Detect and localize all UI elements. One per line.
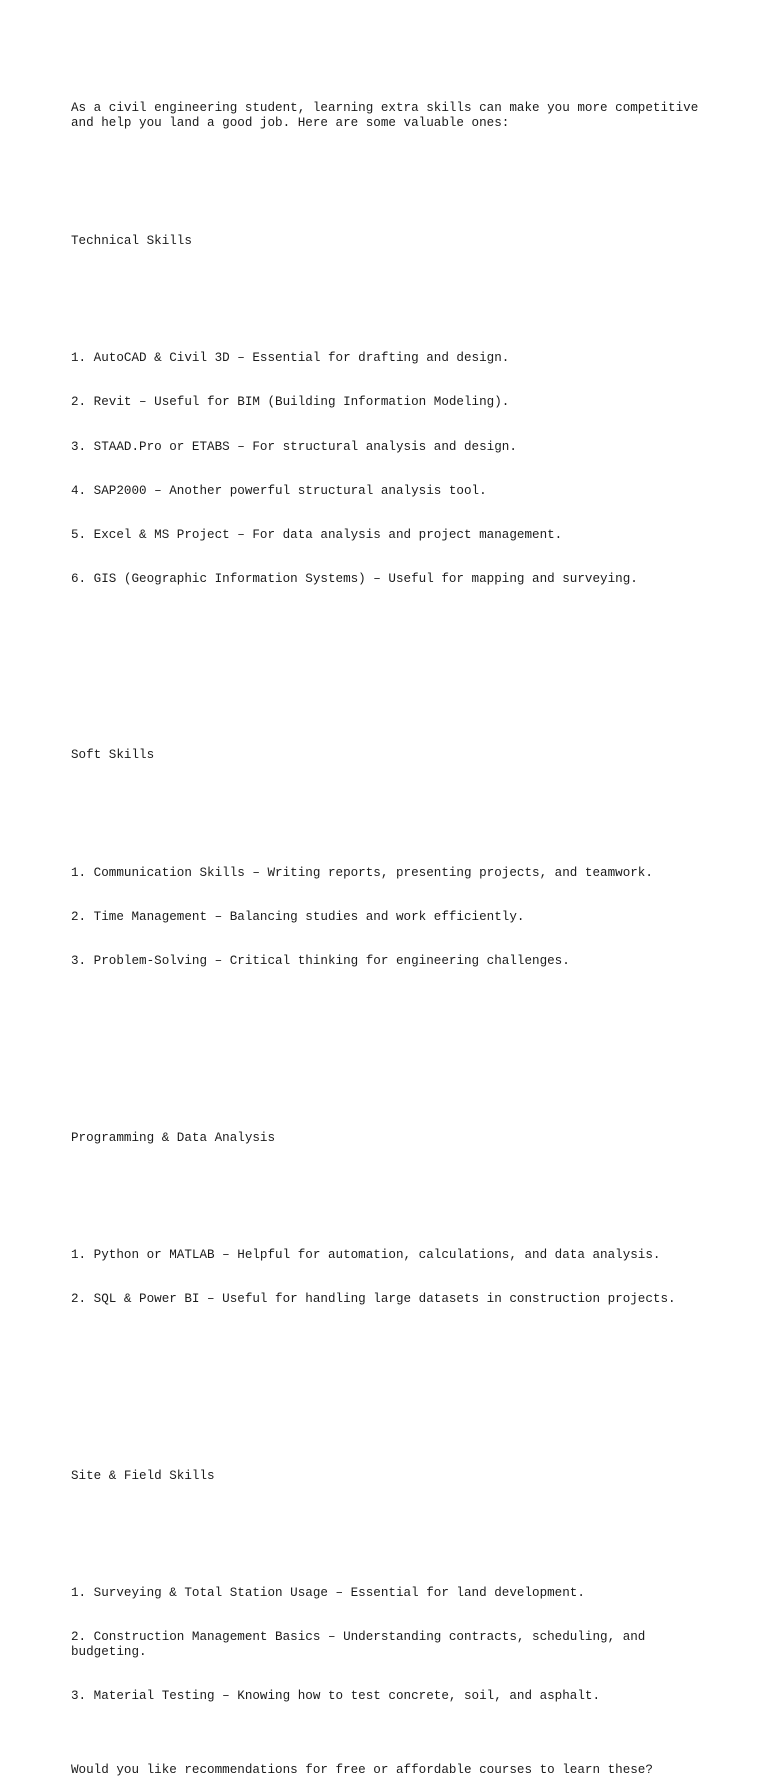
list-item: 3. Material Testing – Knowing how to test concrete, soil, and asphalt.: [71, 1689, 601, 1704]
list-item: 5. Excel & MS Project – For data analysis and project management.: [71, 527, 563, 542]
list-item: 1. Surveying & Total Station Usage – Essential for land development.: [71, 1586, 585, 1601]
section-heading-site-field: Site & Field Skills: [71, 1468, 215, 1483]
section-heading-technical: Technical Skills: [71, 233, 192, 248]
closing-question: Would you like recommendations for free or affordable courses to learn these?: [71, 1762, 653, 1777]
list-item: 1. Communication Skills – Writing reports, presenting projects, and teamwork.: [71, 865, 653, 880]
list-item: 2. Revit – Useful for BIM (Building Information Modeling).: [71, 395, 510, 410]
soft-skills-list: [71, 837, 711, 999]
list-item: 3. Problem-Solving – Critical thinking for engineering challenges.: [71, 954, 570, 969]
programming-skills-list: [71, 1219, 711, 1337]
section-heading-soft: Soft Skills: [71, 748, 155, 763]
section-heading-programming: Programming & Data Analysis: [71, 1130, 276, 1145]
list-item: 2. SQL & Power BI – Useful for handling large datasets in construction projects.: [71, 1292, 676, 1307]
intro-paragraph: As a civil engineering student, learning extra skills can make you more competitive and help you land a good job. Here are some valuable ones:: [71, 101, 706, 131]
list-item: 1. AutoCAD & Civil 3D – Essential for drafting and design.: [71, 351, 510, 366]
technical-skills-list: [71, 322, 711, 616]
list-item: 6. GIS (Geographic Information Systems) – Useful for mapping and surveying.: [71, 571, 638, 586]
list-item: 2. Construction Management Basics – Understanding contracts, scheduling, and budgeting.: [71, 1630, 653, 1660]
list-item: 4. SAP2000 – Another powerful structural analysis tool.: [71, 483, 487, 498]
document-page: [71, 72, 711, 1792]
list-item: 1. Python or MATLAB – Helpful for automation, calculations, and data analysis.: [71, 1248, 661, 1263]
list-item: 3. STAAD.Pro or ETABS – For structural analysis and design.: [71, 439, 517, 454]
site-field-skills-list: [71, 1557, 711, 1733]
list-item: 2. Time Management – Balancing studies and work efficiently.: [71, 910, 525, 925]
